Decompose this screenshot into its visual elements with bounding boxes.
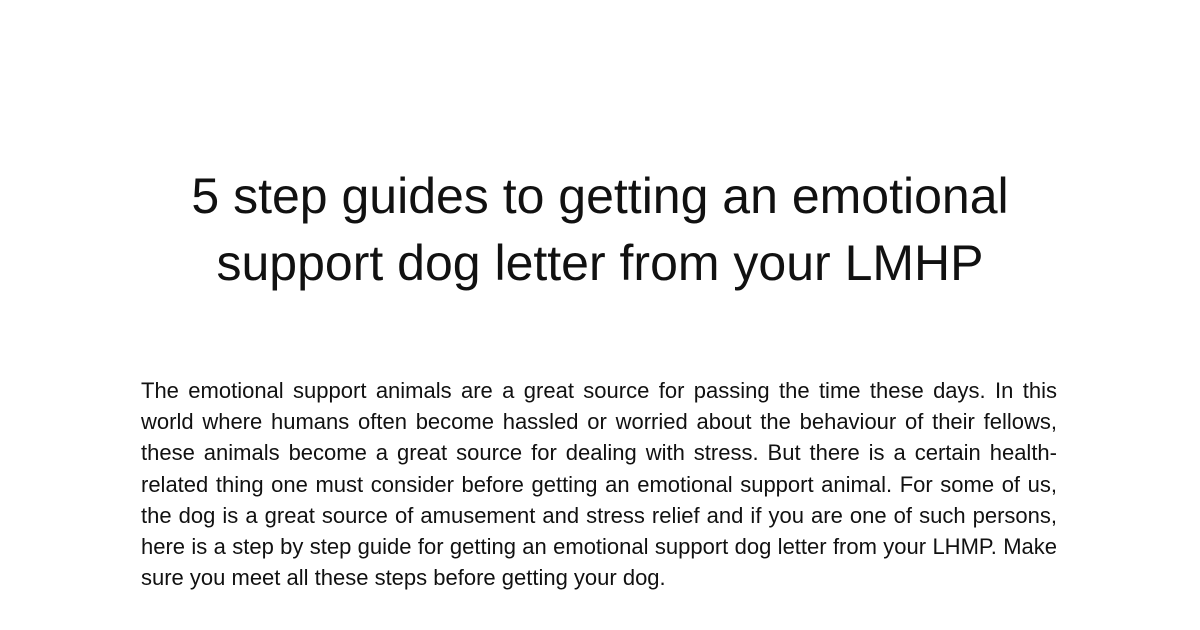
intro-paragraph: The emotional support animals are a great source for passing the time these days. In this world where humans often become hassled or worried about the behaviour of their fellows, these animals become a great source for dealing with stress. But there is a certain health-related thing one must consider before getting an emotional support animal. For some of us, the dog is a great source of amusement and stress relief and if you are one of such persons, here is a step by step guide for getting an emotional support dog letter from your LHMP. Make sure you meet all these steps before getting your dog. (141, 378, 1057, 591)
page-title: 5 step guides to getting an emotional support dog letter from your LMHP (191, 168, 1009, 291)
